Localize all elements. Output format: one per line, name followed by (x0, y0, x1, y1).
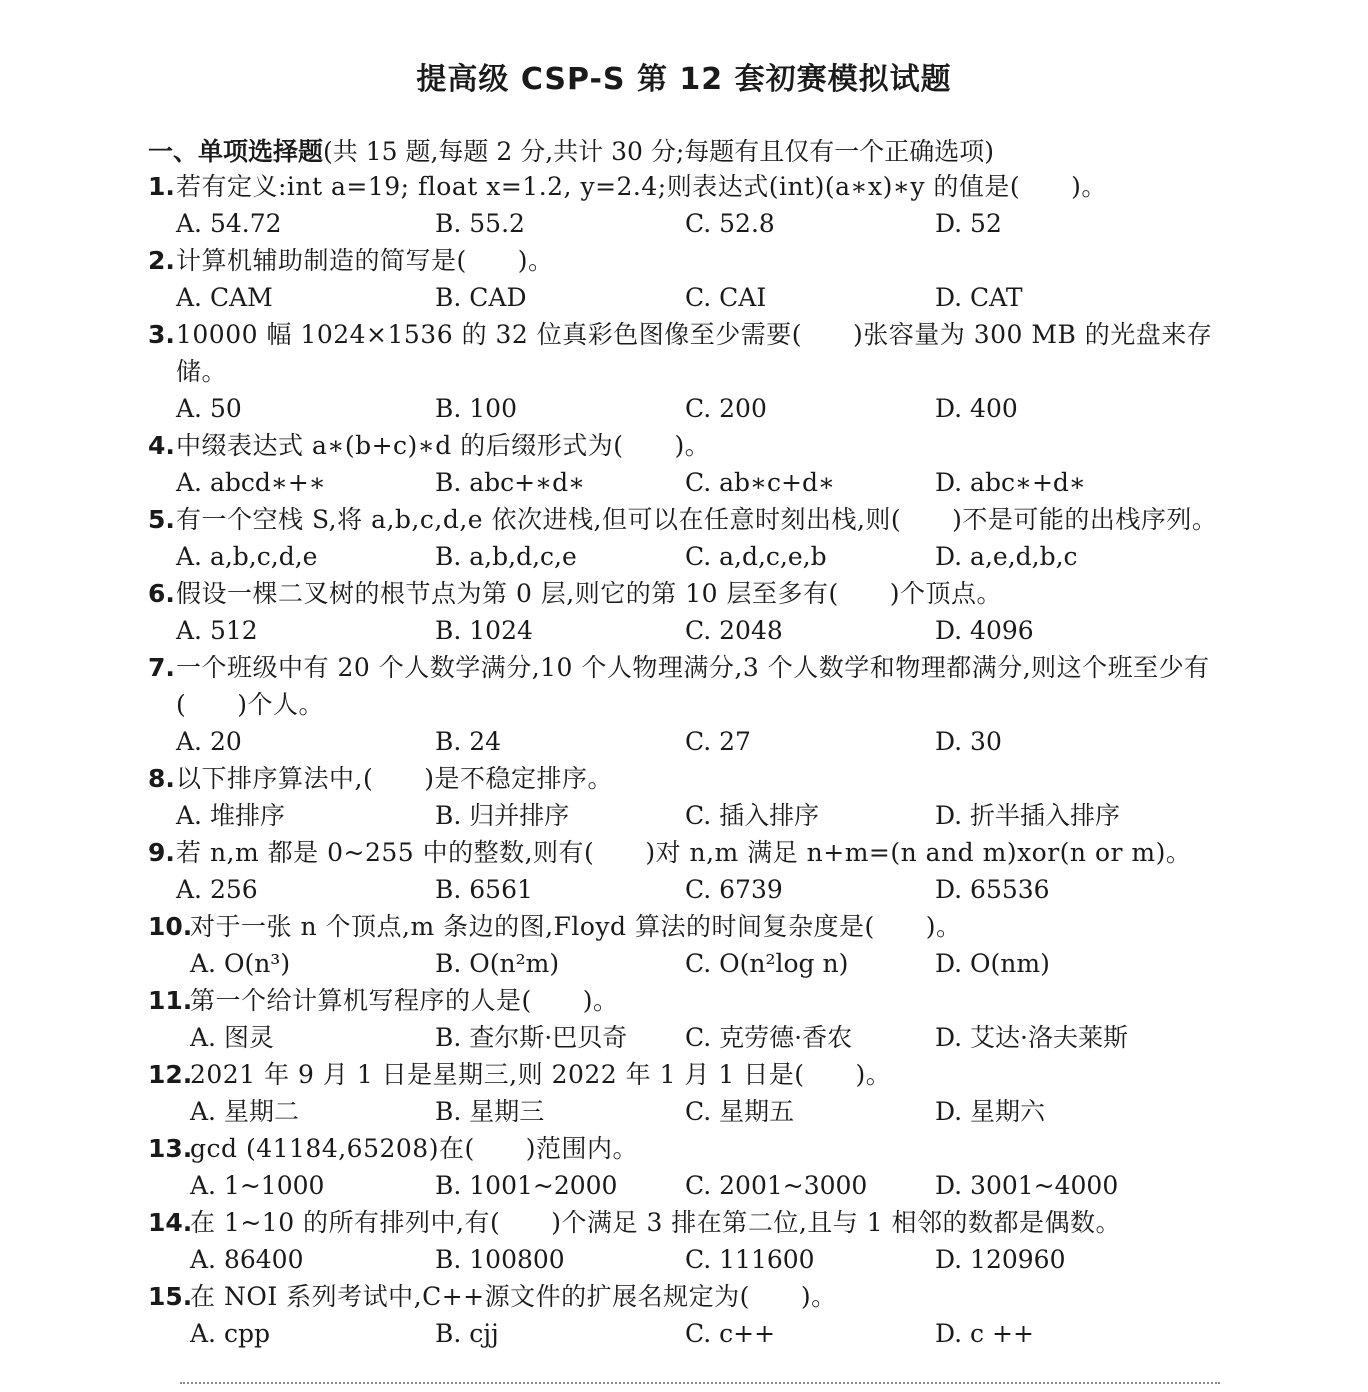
question-number: 1. (148, 172, 175, 201)
question-number: 12. (148, 1060, 193, 1089)
question-item (148, 575, 1243, 649)
question-stem (148, 1278, 1243, 1315)
option-c: C. 2001~3000 (685, 1171, 868, 1200)
option-d: D. 52 (935, 209, 1002, 238)
question-text: 以下排序算法中,( )是不稳定排序。 (176, 764, 613, 793)
question-stem (148, 1130, 1243, 1167)
option-a: A. 20 (176, 727, 242, 756)
option-b: B. 归并排序 (435, 801, 570, 830)
exam-title: 提高级 CSP-S 第 12 套初赛模拟试题 (416, 62, 952, 97)
question-stem (148, 834, 1243, 871)
question-stem (148, 316, 1243, 390)
question-text: 第一个给计算机写程序的人是( )。 (190, 986, 619, 1015)
question-text: 在 NOI 系列考试中,C++源文件的扩展名规定为( )。 (190, 1282, 837, 1311)
page-cut-edge (180, 1382, 1220, 1392)
question-number: 13. (148, 1134, 193, 1163)
option-a: A. abcd∗+∗ (176, 468, 326, 497)
option-c: C. 6739 (685, 875, 783, 904)
option-a: A. cpp (190, 1319, 270, 1348)
question-text: 若 n,m 都是 0~255 中的整数,则有( )对 n,m 满足 n+m=(n and m)xor(n or m)。 (176, 838, 1192, 867)
option-b: B. 1001~2000 (435, 1171, 618, 1200)
option-d: D. c ++ (935, 1319, 1034, 1348)
question-text: 计算机辅助制造的简写是( )。 (176, 246, 554, 275)
question-item (148, 834, 1243, 908)
option-d: D. 4096 (935, 616, 1034, 645)
question-number: 14. (148, 1208, 193, 1237)
option-d: D. 400 (935, 394, 1018, 423)
option-row (148, 1241, 1243, 1278)
question-text: 10000 幅 1024×1536 的 32 位真彩色图像至少需要( )张容量为 300 MB 的光盘来存储。 (176, 320, 1213, 386)
option-b: B. CAD (435, 283, 527, 312)
option-b: B. O(n²m) (435, 949, 560, 978)
option-a: A. a,b,c,d,e (176, 542, 318, 571)
option-c: C. a,d,c,e,b (685, 542, 827, 571)
option-row (148, 1019, 1243, 1056)
question-stem (148, 168, 1243, 205)
question-stem (148, 427, 1243, 464)
option-b: B. 24 (435, 727, 502, 756)
option-a: A. 50 (176, 394, 242, 423)
question-item (148, 168, 1243, 242)
question-number: 5. (148, 505, 175, 534)
option-d: D. a,e,d,b,c (935, 542, 1078, 571)
question-text: gcd (41184,65208)在( )范围内。 (190, 1134, 638, 1163)
option-c: C. 克劳德·香农 (685, 1023, 853, 1052)
option-row (148, 1167, 1243, 1204)
question-item (148, 1204, 1243, 1278)
option-d: D. O(nm) (935, 949, 1050, 978)
option-c: C. O(n²log n) (685, 949, 849, 978)
option-c: C. 111600 (685, 1245, 815, 1274)
option-row (148, 723, 1243, 760)
question-item (148, 649, 1243, 760)
option-row (148, 205, 1243, 242)
option-c: C. c++ (685, 1319, 776, 1348)
option-d: D. abc∗+d∗ (935, 468, 1086, 497)
question-stem (148, 501, 1243, 538)
option-b: B. cjj (435, 1319, 499, 1348)
question-text: 若有定义:int a=19; float x=1.2, y=2.4;则表达式(int)(a∗x)∗y 的值是( )。 (176, 172, 1107, 201)
question-stem (148, 242, 1243, 279)
question-text: 假设一棵二叉树的根节点为第 0 层,则它的第 10 层至多有( )个顶点。 (176, 579, 1002, 608)
section-note: (共 15 题,每题 2 分,共计 30 分;每题有且仅有一个正确选项) (323, 137, 995, 166)
question-stem (148, 908, 1243, 945)
option-row (148, 1093, 1243, 1130)
question-item (148, 908, 1243, 982)
option-d: D. 120960 (935, 1245, 1066, 1274)
question-number: 10. (148, 912, 193, 941)
option-c: C. CAI (685, 283, 767, 312)
option-b: B. a,b,d,c,e (435, 542, 577, 571)
option-a: A. 86400 (190, 1245, 304, 1274)
question-item (148, 427, 1243, 501)
option-c: C. 27 (685, 727, 751, 756)
question-number: 9. (148, 838, 175, 867)
question-stem (148, 575, 1243, 612)
question-number: 4. (148, 431, 175, 460)
question-number: 8. (148, 764, 175, 793)
question-item (148, 242, 1243, 316)
option-b: B. abc+∗d∗ (435, 468, 586, 497)
question-number: 15. (148, 1282, 193, 1311)
option-c: C. 52.8 (685, 209, 775, 238)
option-row (148, 390, 1243, 427)
option-c: C. 星期五 (685, 1097, 795, 1126)
question-item (148, 982, 1243, 1056)
question-text: 在 1~10 的所有排列中,有( )个满足 3 排在第二位,且与 1 相邻的数都是偶数。 (190, 1208, 1122, 1237)
question-number: 11. (148, 986, 193, 1015)
option-b: B. 星期三 (435, 1097, 545, 1126)
option-a: A. CAM (176, 283, 273, 312)
question-stem (148, 1056, 1243, 1093)
option-row (148, 538, 1243, 575)
option-a: A. 1~1000 (190, 1171, 325, 1200)
question-item (148, 316, 1243, 427)
option-d: D. 30 (935, 727, 1002, 756)
option-b: B. 55.2 (435, 209, 525, 238)
question-number: 6. (148, 579, 175, 608)
option-row (148, 797, 1243, 834)
option-d: D. 3001~4000 (935, 1171, 1119, 1200)
option-a: A. 星期二 (190, 1097, 299, 1126)
question-stem (148, 982, 1243, 1019)
question-item (148, 1130, 1243, 1204)
option-c: C. 2048 (685, 616, 783, 645)
question-text: 一个班级中有 20 个人数学满分,10 个人物理满分,3 个人数学和物理都满分,则这个班至少有( )个人。 (176, 653, 1210, 719)
question-text: 中缀表达式 a∗(b+c)∗d 的后缀形式为( )。 (176, 431, 711, 460)
option-row (148, 945, 1243, 982)
option-b: B. 6561 (435, 875, 533, 904)
option-a: A. 256 (176, 875, 258, 904)
option-row (148, 612, 1243, 649)
question-number: 3. (148, 320, 175, 349)
question-item (148, 501, 1243, 575)
question-item (148, 1056, 1243, 1130)
option-row (148, 871, 1243, 908)
question-item (148, 1278, 1243, 1352)
option-a: A. 54.72 (176, 209, 282, 238)
question-stem (148, 1204, 1243, 1241)
option-row (148, 1315, 1243, 1352)
option-a: A. O(n³) (190, 949, 291, 978)
option-d: D. 65536 (935, 875, 1050, 904)
option-a: A. 512 (176, 616, 258, 645)
option-b: B. 查尔斯·巴贝奇 (435, 1023, 628, 1052)
option-row (148, 279, 1243, 316)
question-number: 2. (148, 246, 175, 275)
option-c: C. 200 (685, 394, 767, 423)
option-d: D. 折半插入排序 (935, 801, 1121, 830)
question-text: 2021 年 9 月 1 日是星期三,则 2022 年 1 月 1 日是( )。 (190, 1060, 892, 1089)
option-c: C. ab∗c+d∗ (685, 468, 835, 497)
option-c: C. 插入排序 (685, 801, 820, 830)
option-a: A. 图灵 (190, 1023, 274, 1052)
question-item (148, 760, 1243, 834)
option-b: B. 100800 (435, 1245, 565, 1274)
option-d: D. CAT (935, 283, 1023, 312)
option-b: B. 1024 (435, 616, 533, 645)
question-number: 7. (148, 653, 175, 682)
question-text: 对于一张 n 个顶点,m 条边的图,Floyd 算法的时间复杂度是( )。 (190, 912, 962, 941)
option-d: D. 星期六 (935, 1097, 1046, 1126)
option-a: A. 堆排序 (176, 801, 285, 830)
question-stem (148, 649, 1243, 723)
question-stem (148, 760, 1243, 797)
question-text: 有一个空栈 S,将 a,b,c,d,e 依次进栈,但可以在任意时刻出栈,则( )不是可能的出栈序列。 (176, 505, 1218, 534)
option-row (148, 464, 1243, 501)
section-heading: 一、单项选择题 (148, 137, 324, 166)
option-b: B. 100 (435, 394, 517, 423)
option-d: D. 艾达·洛夫莱斯 (935, 1023, 1128, 1052)
question-list (148, 168, 1243, 1352)
section-header (148, 132, 994, 168)
